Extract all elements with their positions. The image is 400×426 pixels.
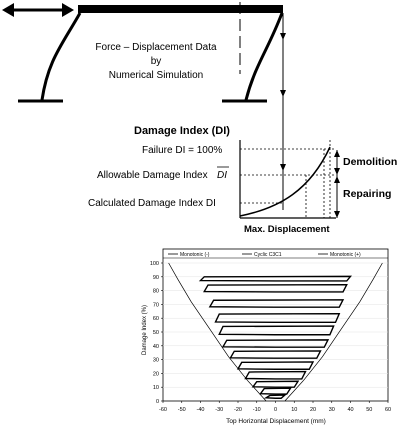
frame-text-line2: by — [150, 56, 162, 67]
y-tick-label: 30 — [152, 357, 159, 364]
x-tick-label: 30 — [328, 407, 335, 413]
bracket-arrow-mid-up — [334, 176, 340, 183]
damage-panel-title: Damage Index (DI) — [134, 125, 230, 137]
x-tick-label: 40 — [347, 407, 354, 413]
frame-text-line3: Numerical Simulation — [108, 70, 204, 81]
projection-arrow-2 — [280, 90, 286, 97]
allowable-label: Allowable Damage Index — [97, 170, 208, 181]
y-tick-label: 50 — [152, 330, 159, 336]
left-column — [42, 13, 80, 100]
y-tick-label: 0 — [155, 399, 159, 405]
x-tick-label: 20 — [309, 407, 317, 413]
bracket-arrow-mid-down — [334, 168, 340, 175]
y-tick-label: 60 — [152, 316, 159, 323]
y-tick-label: 10 — [152, 385, 159, 392]
legend-entry: Cyclic C3C1 — [254, 252, 282, 258]
projection-arrow-3 — [280, 164, 286, 171]
x-tick-label: 10 — [291, 407, 298, 413]
demolition-label: Demolition — [343, 156, 398, 168]
y-axis-label: Damage Index (%) — [142, 304, 148, 356]
legend-entry: Monotonic (+) — [330, 252, 361, 258]
x-tick-label: 50 — [366, 407, 373, 413]
arrow-head-left — [2, 3, 14, 17]
plot-frame — [163, 249, 388, 401]
bracket-arrow-bottom — [334, 211, 340, 218]
right-column — [246, 13, 282, 100]
damage-index-chart — [142, 249, 391, 425]
repairing-label: Repairing — [343, 188, 392, 200]
frame-beam — [78, 5, 283, 13]
y-tick-label: 100 — [149, 261, 159, 267]
frame-text-line1: Force – Displacement Data — [95, 42, 217, 53]
x-tick-label: -50 — [177, 407, 186, 413]
y-tick-label: 70 — [152, 302, 159, 309]
x-tick-labels — [159, 401, 391, 413]
x-tick-label: -60 — [159, 407, 167, 413]
y-tick-labels — [150, 261, 163, 405]
x-axis-label: Top Horizontal Displacement (mm) — [226, 418, 326, 425]
y-tick-label: 90 — [152, 274, 159, 281]
damage-index-panel — [88, 125, 397, 235]
x-tick-label: -30 — [215, 407, 224, 413]
y-tick-label: 80 — [152, 288, 159, 295]
x-tick-label: 0 — [273, 407, 278, 413]
x-tick-label: -40 — [196, 407, 205, 413]
y-tick-label: 20 — [152, 371, 159, 378]
x-tick-label: -10 — [252, 407, 261, 413]
bracket-arrow-top — [334, 150, 340, 157]
y-tick-label: 40 — [152, 343, 159, 350]
allowable-symbol: DI — [217, 170, 227, 181]
projection-arrow-1 — [280, 33, 286, 40]
legend-entry: Monotonic (-) — [180, 252, 210, 258]
x-tick-label: 60 — [384, 407, 392, 413]
chart-legend — [168, 252, 361, 258]
x-tick-label: -20 — [234, 407, 242, 413]
damage-curve — [240, 147, 330, 216]
arrow-head-right — [62, 3, 74, 17]
max-displacement-label: Max. Displacement — [244, 224, 330, 235]
failure-label: Failure DI = 100% — [142, 145, 223, 156]
calculated-label: Calculated Damage Index DI — [88, 198, 216, 209]
